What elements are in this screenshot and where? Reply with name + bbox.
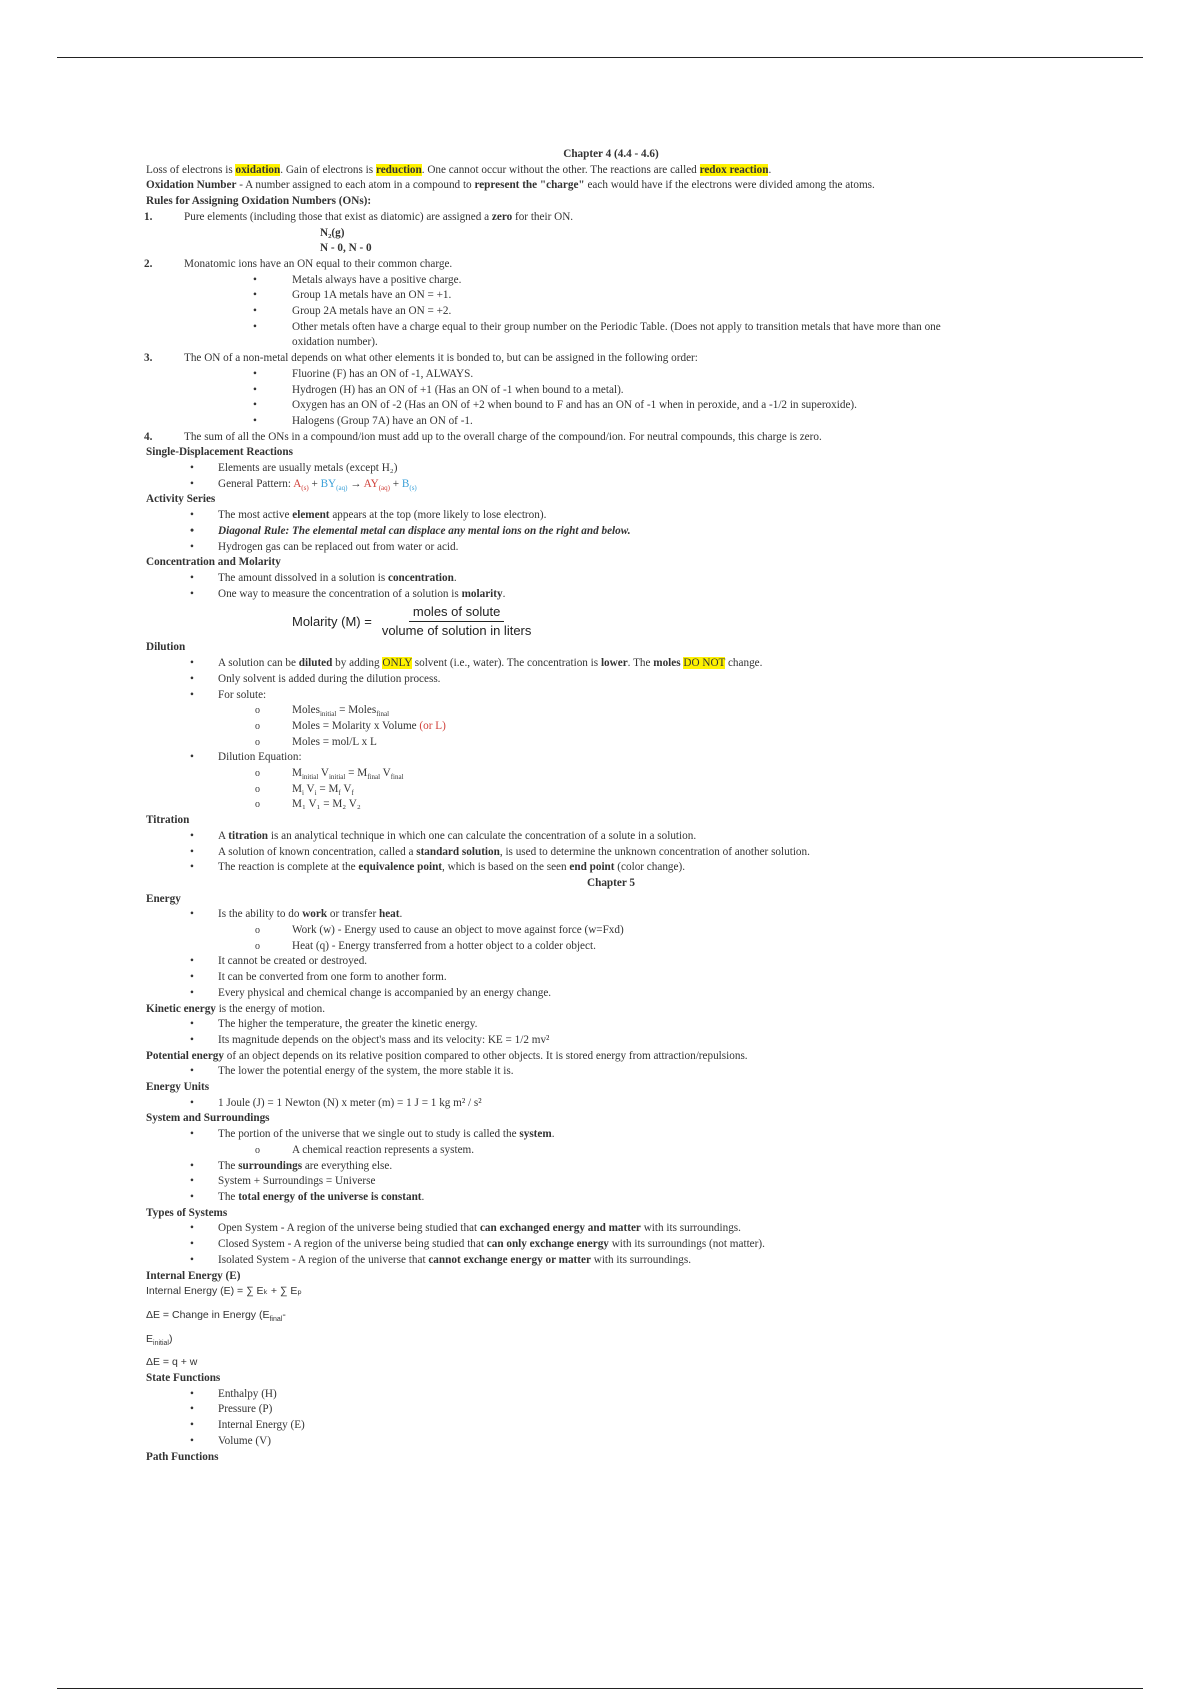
dilution-equation-1: o $M_{initial}$ $V_{initial} = M_{final}$ $V_{final}$ (146, 766, 1076, 782)
internal-energy-formula: Internal Energy (E) = ∑ Eₖ + ∑ Eₚ (146, 1285, 302, 1298)
diagonal-rule: • Diagonal Rule: The elemental metal can displace any mental ions on the right and below. (146, 524, 1076, 540)
rule-4: 4. The sum of all the ONs in a compound/ion must add up to the overall charge of the compound/ion. For neutral compounds, this charge is zero. (144, 430, 822, 443)
rule-1-example-formula: N₂(g) (320, 226, 345, 239)
rule-2: 2. Monatomic ions have an ON equal to their common charge. (144, 257, 453, 270)
state-function-item: • Pressure (P) (146, 1402, 1076, 1418)
state-function-item: • Volume (V) (146, 1434, 1076, 1450)
dilution-equation-3: o M₁ V₁ = M₂ V₂ (146, 797, 1076, 813)
potential-energy-def: Potential energy of an object depends on its relative position compared to other objects. It is stored energy from attraction/repulsions. (146, 1049, 748, 1062)
rule-3-bullet: • Fluorine (F) has an ON of -1, ALWAYS. (146, 367, 1076, 383)
system-type-bullet: • Open System - A region of the universe being studied that can exchanged energy and matter with its surroundings. (146, 1221, 1076, 1237)
activity-series-heading: Activity Series (146, 493, 216, 506)
rule-3-bullet: • Hydrogen (H) has an ON of +1 (Has an ON of -1 when bound to a metal). (146, 383, 1076, 399)
energy-bullet: • Every physical and chemical change is accompanied by an energy change. (146, 986, 1076, 1002)
system-surroundings-heading: System and Surroundings (146, 1112, 270, 1125)
system-sub-bullet: o A chemical reaction represents a system. (146, 1143, 1076, 1159)
dilution-bullet: • Only solvent is added during the dilution process. (146, 672, 1076, 688)
internal-energy-heading: Internal Energy (E) (146, 1269, 241, 1282)
delta-e-equation: ΔE = q + w (146, 1356, 198, 1369)
top-rule (57, 57, 1143, 58)
titration-bullet: • A titration is an analytical technique in which one can calculate the concentration of a solute in a solution. (146, 829, 1076, 845)
system-bullet: • The total energy of the universe is constant. (146, 1190, 1076, 1206)
potential-bullet: • The lower the potential energy of the system, the more stable it is. (146, 1064, 1076, 1080)
concentration-heading: Concentration and Molarity (146, 556, 281, 569)
chapter-4-title: Chapter 4 (4.4 - 4.6) (563, 148, 659, 160)
rule-2-bullet: • Group 1A metals have an ON = +1. (146, 288, 1076, 304)
delta-e-definition: ΔE = Change in Energy ($E_{final}-$ (146, 1308, 286, 1324)
kinetic-bullet: • Its magnitude depends on the object's mass and its velocity: KE = 1/2 mv² (146, 1033, 1076, 1049)
dilution-equation-label: • Dilution Equation: (146, 750, 1076, 766)
kinetic-energy-def: Kinetic energy is the energy of motion. (146, 1002, 326, 1015)
titration-heading: Titration (146, 814, 190, 827)
dilution-bullet: • A solution can be diluted by adding ONLY solvent (i.e., water). The concentration is lower. The moles DO NOT change. (146, 656, 1076, 672)
dilution-bullet: • For solute: (146, 688, 1076, 704)
concentration-bullet: • The amount dissolved in a solution is concentration. (146, 571, 1076, 587)
state-function-item: • Internal Energy (E) (146, 1418, 1076, 1434)
notes-content (146, 147, 1076, 1465)
bottom-rule (57, 1688, 1143, 1689)
path-functions-heading: Path Functions (146, 1450, 219, 1463)
rule-2-bullet: • Group 2A metals have an ON = +2. (146, 304, 1076, 320)
energy-units-bullet: • 1 Joule (J) = 1 Newton (N) x meter (m) = 1 J = 1 kg m² / s² (146, 1096, 1076, 1112)
rule-3-bullet: • Halogens (Group 7A) have an ON of -1. (146, 414, 1076, 430)
energy-bullet: • It can be converted from one form to another form. (146, 970, 1076, 986)
rule-3: 3. The ON of a non-metal depends on what other elements it is bonded to, but can be assigned in the following order: (144, 352, 698, 365)
oxidation-number-def: Oxidation Number - A number assigned to each atom in a compound to represent the "charge" each would have if the electrons were divided among the atoms. (146, 179, 875, 192)
rule-3-bullet: • Oxygen has an ON of -2 (Has an ON of +2 when bound to F and has an ON of -1 when in peroxide, and a -1/2 in superoxide). (146, 398, 1076, 414)
system-bullet: • The portion of the universe that we single out to study is called the system. (146, 1127, 1076, 1143)
general-pattern: • General Pattern: $A_{(s)} + BY_{(aq)} \to AY_{(aq)} + B_{(s)}$ (146, 477, 1076, 493)
solute-moles-equal: o Moles$_{initial}$ = Moles$_{final}$ (146, 703, 1076, 719)
single-displacement-heading: Single-Displacement Reactions (146, 446, 293, 459)
system-type-bullet: • Isolated System - A region of the universe that cannot exchange energy or matter with its surroundings. (146, 1253, 1076, 1269)
system-bullet: • The surroundings are everything else. (146, 1159, 1076, 1175)
concentration-bullet: • One way to measure the concentration of a solution is molarity. (146, 587, 1076, 603)
system-type-bullet: • Closed System - A region of the universe being studied that can only exchange energy with its surroundings (not matter). (146, 1237, 1076, 1253)
activity-bullet: • The most active element appears at the top (more likely to lose electron). (146, 508, 1076, 524)
moles-molarity-volume: o Moles = Molarity x Volume (or L) (146, 719, 1076, 735)
activity-bullet: • Hydrogen gas can be replaced out from water or acid. (146, 540, 1076, 556)
kinetic-bullet: • The higher the temperature, the greater the kinetic energy. (146, 1017, 1076, 1033)
energy-bullet: • Is the ability to do work or transfer heat. (146, 907, 1076, 923)
work-definition: o Work (w) - Energy used to cause an object to move against force (w=Fxd) (146, 923, 1076, 939)
state-function-item: • Enthalpy (H) (146, 1387, 1076, 1403)
rule-1-example-on: N - 0, N - 0 (320, 242, 372, 255)
system-bullet: • System + Surroundings = Universe (146, 1174, 1076, 1190)
energy-heading: Energy (146, 892, 181, 905)
titration-bullet: • The reaction is complete at the equivalence point, which is based on the seen end point (color change). (146, 860, 1076, 876)
energy-units-heading: Energy Units (146, 1081, 210, 1094)
titration-bullet: • A solution of known concentration, called a standard solution, is used to determine the unknown concentration of another solution. (146, 845, 1076, 861)
dilution-heading: Dilution (146, 641, 186, 654)
rule-1: 1. Pure elements (including those that exist as diatomic) are assigned a zero for their ON. (144, 210, 574, 223)
delta-e-definition-cont: $E_{initial}$) (146, 1332, 173, 1347)
rule-2-bullet: • Other metals often have a charge equal to their group number on the Periodic Table. (Does not apply to transition metals that have more than one (146, 320, 1076, 336)
single-displacement-bullet: • Elements are usually metals (except H₂) (146, 461, 1076, 477)
dilution-equation-2: o $M_i$ $V_i = M_f$ $V_f$ (146, 782, 1076, 798)
state-functions-heading: State Functions (146, 1372, 221, 1385)
energy-bullet: • It cannot be created or destroyed. (146, 954, 1076, 970)
rules-heading: Rules for Assigning Oxidation Numbers (ONs): (146, 195, 372, 208)
redox-intro: Loss of electrons is oxidation. Gain of electrons is reduction. One cannot occur without the other. The reactions are called redox reaction. (146, 163, 772, 176)
chapter-5-title: Chapter 5 (587, 876, 635, 889)
moles-units: o Moles = mol/L x L (146, 735, 1076, 751)
molarity-formula: Molarity (M) = $\frac{\text{moles of solute}}{\text{volume of solution in liters}}$ (292, 604, 532, 638)
rule-2-bullet: • Metals always have a positive charge. (146, 273, 1076, 289)
types-of-systems-heading: Types of Systems (146, 1206, 228, 1219)
rule-2-bullet-continued: oxidation number). (292, 336, 378, 349)
heat-definition: o Heat (q) - Energy transferred from a hotter object to a colder object. (146, 939, 1076, 955)
